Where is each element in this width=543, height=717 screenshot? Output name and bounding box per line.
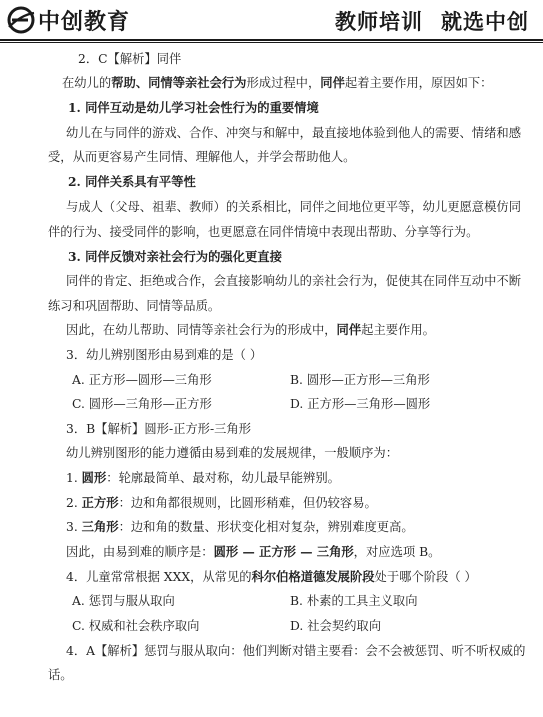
q3-conclusion: 因此，由易到难的顺序是：圆形 — 正方形 — 三角形，对应选项 B。 [66,544,441,559]
q3-item-3: 3. 三角形：边和角的数量、形状变化相对复杂，辨别难度更高。 [66,519,414,534]
q2-point3-title: 3. 同伴反馈对亲社会行为的强化更直接 [68,249,282,264]
q3-option-b: B. 圆形—正方形—三角形 [290,373,430,387]
q2-point1-title: 1. 同伴互动是幼儿学习社会性行为的重要情境 [68,100,319,115]
q2-point3-text-1: 同伴的肯定、拒绝或合作，会直接影响幼儿的亲社会行为，促使其在同伴互动中不断 [66,274,521,288]
q3-intro: 幼儿辨别图形的能力遵循由易到难的发展规律，一般顺序为： [66,446,399,460]
q4-option-c: C. 权威和社会秩序取向 [72,619,200,633]
q3-option-c: C. 圆形—三角形—正方形 [72,397,212,411]
q2-conclusion: 因此，在幼儿帮助、同情等亲社会行为的形成中，同伴起主要作用。 [66,322,435,337]
q2-answer: 2．C【解析】同伴 [78,52,182,66]
q2-intro: 在幼儿的帮助、同情等亲社会行为形成过程中，同伴起着主要作用，原因如下： [62,75,493,90]
slogan-left: 教师培训 [335,10,423,34]
header-rule-thin [0,42,543,43]
q4-question: 4．儿童常常根据 XXX，从常见的科尔伯格道德发展阶段处于哪个阶段（ ） [66,569,477,584]
q2-point1-text-1: 幼儿在与同伴的游戏、合作、冲突与和解中，最直接地体验到他人的需要、情绪和感 [66,126,521,140]
logo-text: 中创教育 [38,9,131,35]
logo [6,5,130,35]
q4-option-a: A. 惩罚与服从取向 [72,594,175,608]
header-rule [0,39,543,41]
page-header [0,0,543,40]
q4-answer-2: 话。 [48,668,73,682]
q3-option-d: D. 正方形—三角形—圆形 [290,397,431,411]
q2-point2-title: 2. 同伴关系具有平等性 [68,174,196,189]
logo-e-icon [6,5,36,35]
q3-item-2: 2. 正方形：边和角都很规则，比圆形稍难，但仍较容易。 [66,495,377,510]
q4-option-b: B. 朴素的工具主义取向 [290,594,418,608]
q2-point3-text-2: 练习和巩固帮助、同情等品质。 [48,299,221,313]
q3-item-1: 1. 圆形：轮廓最简单、最对称，幼儿最早能辨别。 [66,470,340,485]
q3-question: 3．幼儿辨别图形由易到难的是（ ） [66,348,263,362]
slogan-right: 就选中创 [441,10,529,34]
q3-answer: 3．B【解析】圆形-正方形-三角形 [66,422,252,436]
q2-point2-text-2: 伴的行为、接受同伴的影响，也更愿意在同伴情境中表现出帮助、分享等行为。 [48,225,479,239]
q2-point2-text-1: 与成人（父母、祖辈、教师）的关系相比，同伴之间地位更平等，幼儿更愿意模仿同 [66,200,521,214]
q4-option-d: D. 社会契约取向 [290,619,382,633]
q4-answer-1: 4．A【解析】惩罚与服从取向：他们判断对错主要看：会不会被惩罚、听不听权威的 [66,644,526,658]
header-slogan [335,6,529,36]
q3-option-a: A. 正方形—圆形—三角形 [72,373,212,387]
q2-point1-text-2: 受，从而更容易产生同情、理解他人，并学会帮助他人。 [48,150,356,164]
